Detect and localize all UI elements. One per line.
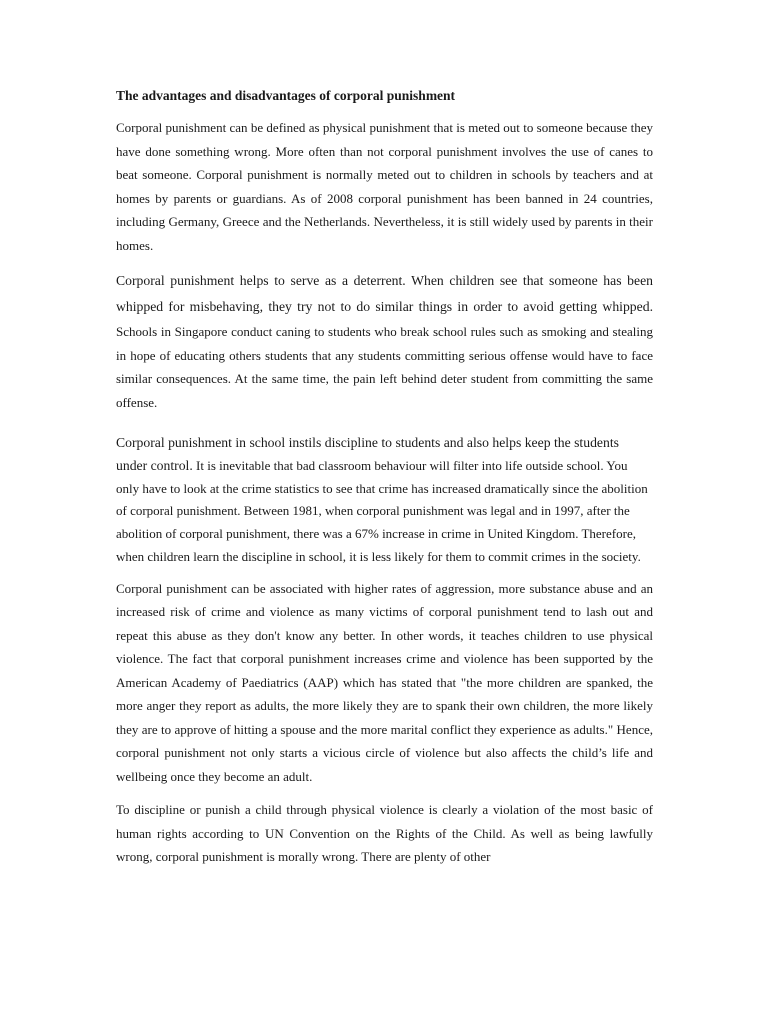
paragraph-text: Corporal punishment can be defined as physical punishment that is meted out to someone because they have done something wrong. More often than not corporal punishment involves the use of canes to beat someone. Corporal punishment is normally meted out to children in schools by teachers and at homes by parents or guardians. As of 2008 corporal punishment has been banned in 24 countries, including Germany, Greece and the Netherlands. Nevertheless, it is still widely used by parents in their homes. <box>116 120 653 253</box>
document-page <box>116 86 653 869</box>
paragraph-aggression <box>116 577 653 789</box>
paragraph-deterrent <box>116 268 653 414</box>
paragraph-text: Schools in Singapore conduct caning to students who break school rules such as smoking and stealing in hope of educating others students that any students committing serious offense would have to face similar consequences. At the same time, the pain left behind deter student from committing the same offense. <box>116 324 653 410</box>
paragraph-discipline <box>116 432 653 569</box>
document-title: The advantages and disadvantages of corporal punishment <box>116 88 456 103</box>
paragraph-text: It is inevitable that bad classroom behaviour will filter into life outside school. You only have to look at the crime statistics to see that crime has increased dramatically since the abolition of corporal punishment. Between 1981, when corporal punishment was legal and in 1997, after the abolition of corporal punishment, there was a 67% increase in crime in United Kingdom. Therefore, when children learn the discipline in school, it is less likely for them to commit crimes in the society. <box>116 457 648 564</box>
paragraph-lead: Corporal punishment helps to serve as a deterrent. When children see that someone has been whipped for misbehaving, they try not to do similar things in order to avoid getting whipped. <box>116 273 653 314</box>
paragraph-lead: Corporal punishment in school instils discipline to students and also helps keep the students under control. <box>116 435 619 473</box>
paragraph-text: Corporal punishment can be associated with higher rates of aggression, more substance abuse and an increased risk of crime and violence as many victims of corporal punishment tend to lash out and repeat this abuse as they don't know any better. In other words, it teaches children to use physical violence. The fact that corporal punishment increases crime and violence has been supported by the American Academy of Paediatrics (AAP) which has stated that "the more children are spanked, the more anger they report as adults, the more likely they are to spank their own children, the more likely they are to approve of hitting a spouse and the more marital conflict they experience as adults." Hence, corporal punishment not only starts a vicious circle of violence but also affects the child’s life and wellbeing once they become an adult. <box>116 580 653 784</box>
paragraph-human-rights <box>116 798 653 869</box>
paragraph-definition <box>116 116 653 257</box>
paragraph-text: To discipline or punish a child through physical violence is clearly a violation of the most basic of human rights according to UN Convention on the Rights of the Child. As well as being lawfully wrong, corporal punishment is morally wrong. There are plenty of other <box>116 802 653 865</box>
